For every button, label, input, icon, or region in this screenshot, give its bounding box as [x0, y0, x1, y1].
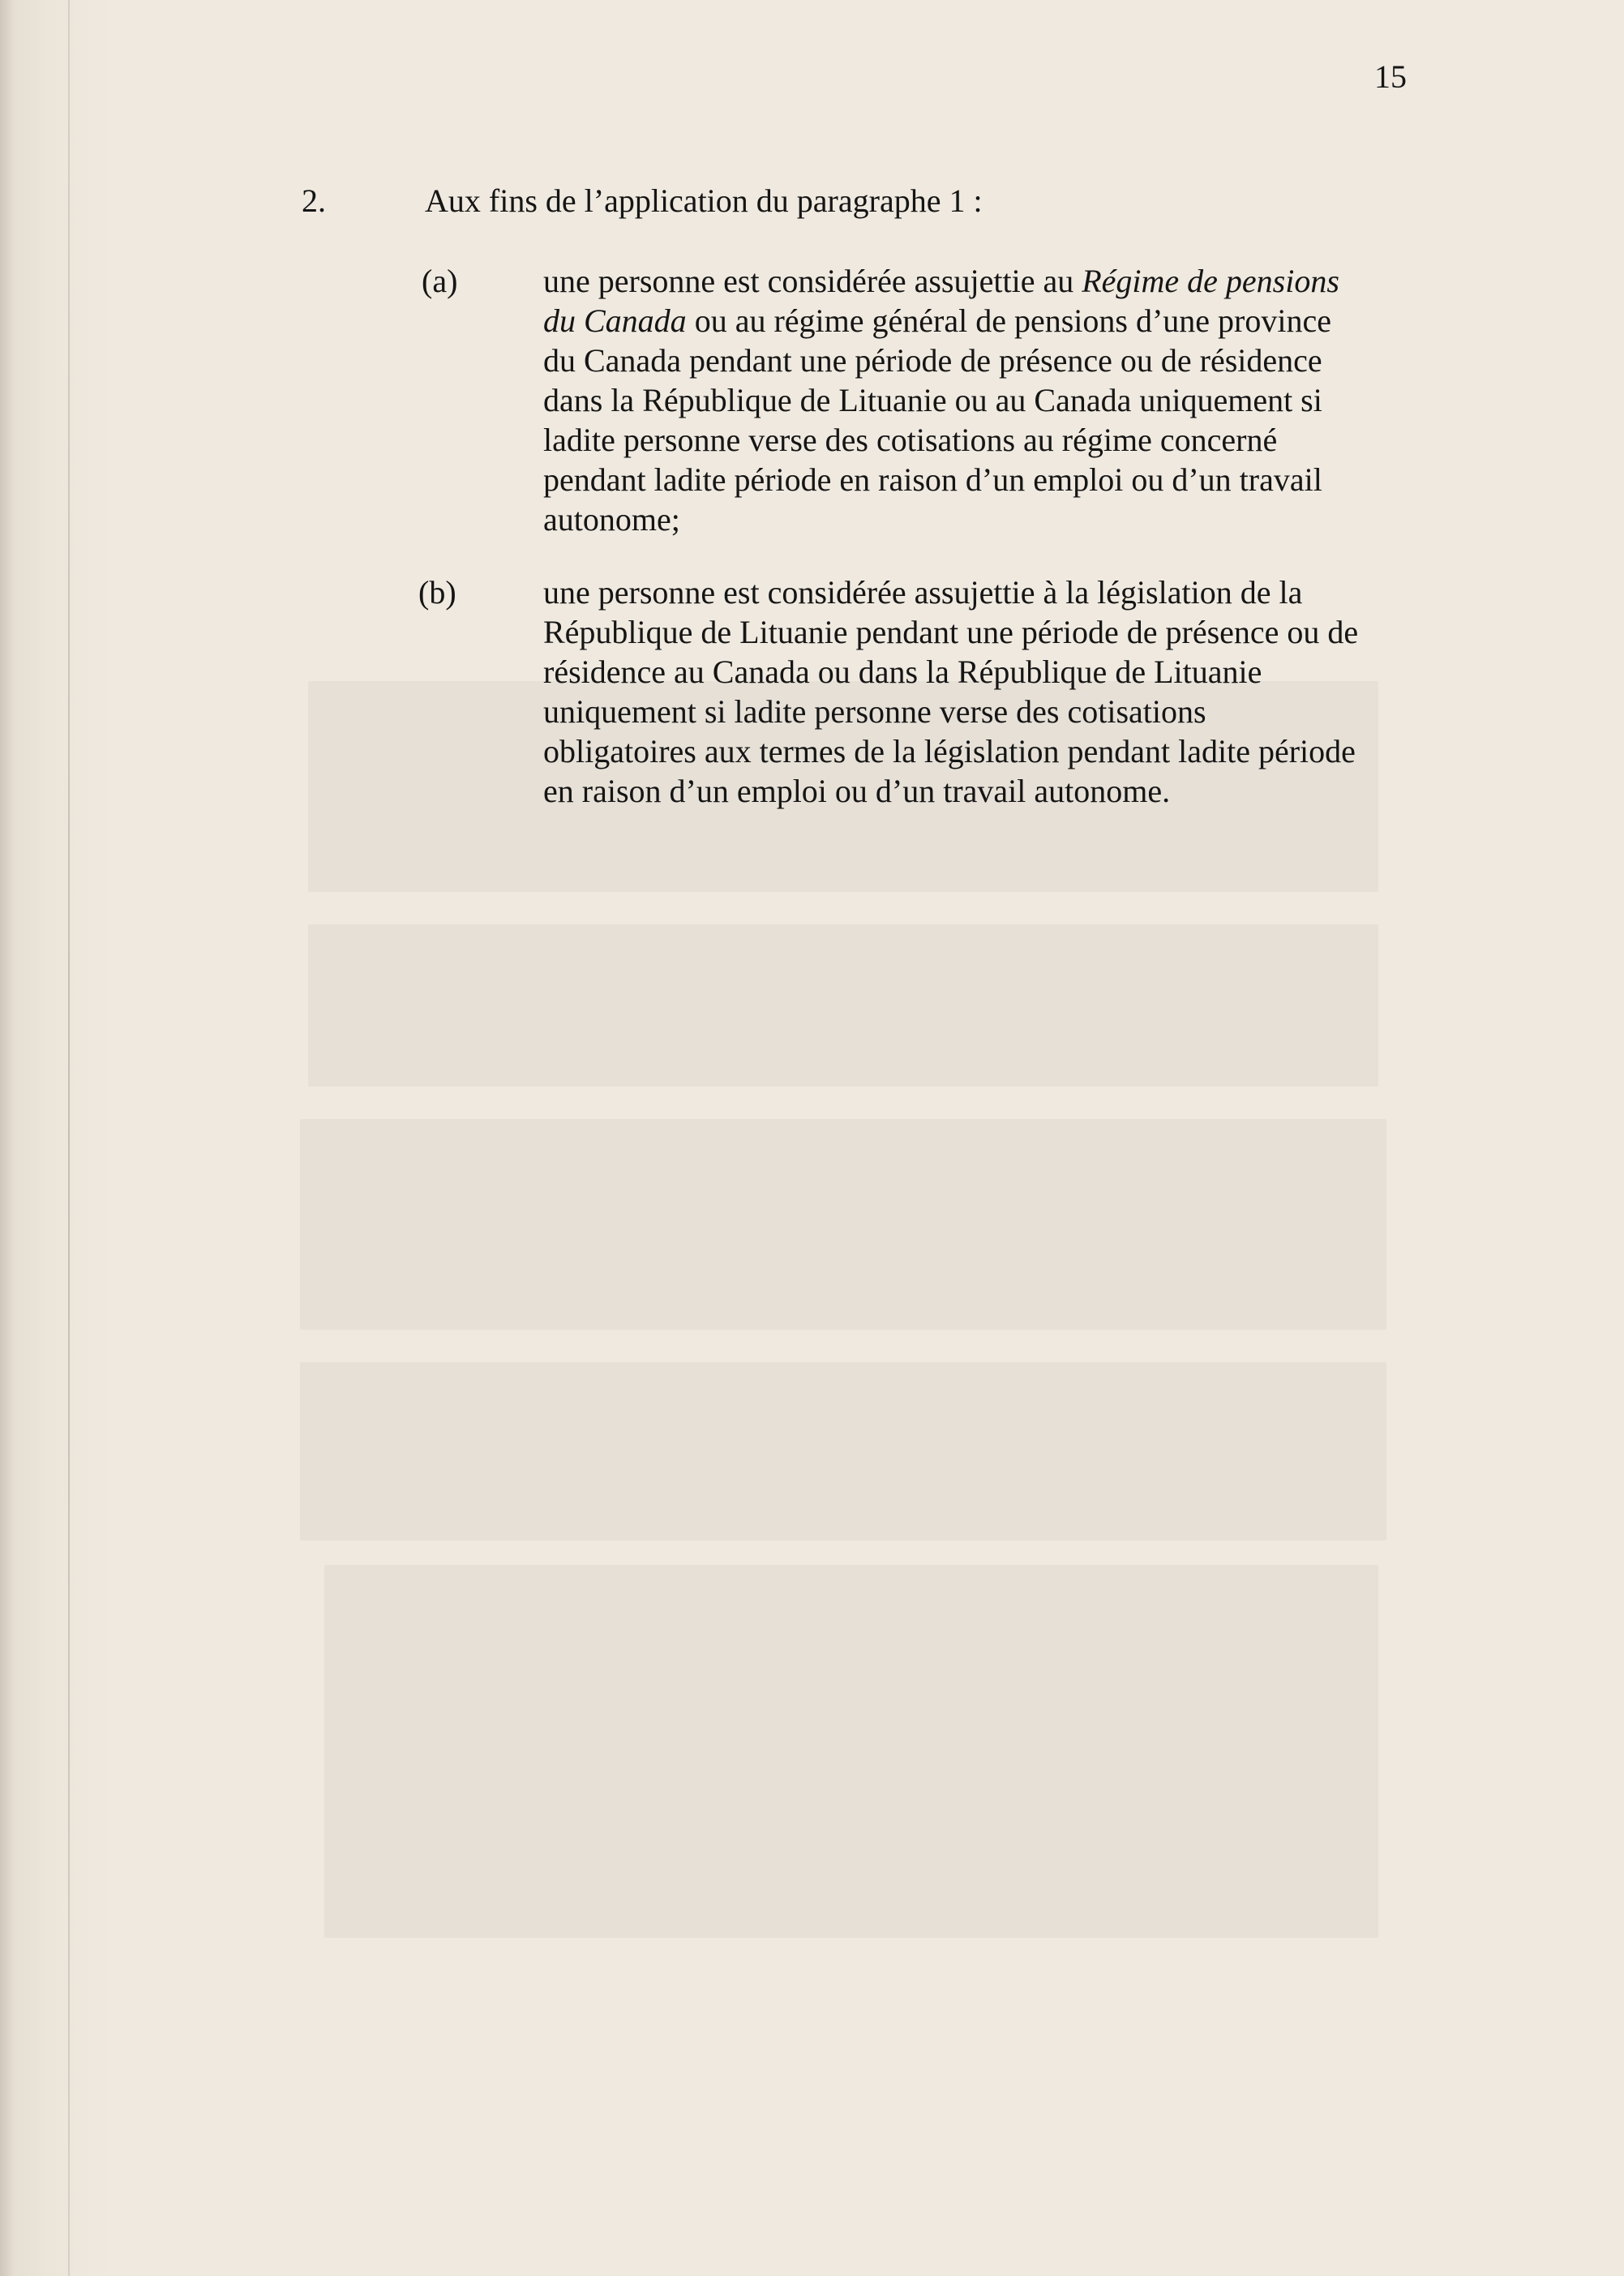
italic-title: Régime de pensions: [1082, 263, 1339, 299]
item-b-label: (b): [418, 574, 456, 611]
show-through-shadow: [308, 924, 1378, 1087]
item-b-line-3: résidence au Canada ou dans la République de Lituanie: [543, 654, 1262, 690]
item-a-line-1: une personne est considérée assujettie au Régime de pensions: [543, 263, 1339, 299]
item-b-line-1: une personne est considérée assujettie à la législation de la: [543, 574, 1303, 611]
item-b-line-4: uniquement si ladite personne verse des cotisations: [543, 693, 1206, 730]
show-through-shadow: [300, 1119, 1386, 1330]
item-a-line-2: du Canada ou au régime général de pensions d’une province: [543, 302, 1331, 339]
item-a-line-4: dans la République de Lituanie ou au Canada uniquement si: [543, 382, 1322, 418]
show-through-shadow: [324, 1565, 1378, 1938]
paragraph-intro: Aux fins de l’application du paragraphe 1 :: [425, 182, 983, 219]
item-a-label: (a): [422, 263, 458, 299]
item-b-line-6: en raison d’un emploi ou d’un travail autonome.: [543, 773, 1171, 809]
item-a-text: [543, 261, 1419, 539]
item-b-line-5: obligatoires aux termes de la législation pendant ladite période: [543, 733, 1356, 769]
page-number: 15: [1374, 58, 1407, 95]
paragraph-number: 2.: [302, 182, 326, 219]
item-b-text: [543, 572, 1419, 811]
show-through-shadow: [300, 1362, 1386, 1541]
item-a-line-3: du Canada pendant une période de présence ou de résidence: [543, 342, 1322, 379]
item-a-line-6: pendant ladite période en raison d’un emploi ou d’un travail: [543, 461, 1322, 498]
item-a-line-7: autonome;: [543, 501, 680, 538]
item-b-line-2: République de Lituanie pendant une période de présence ou de: [543, 614, 1359, 650]
italic-title: du Canada: [543, 302, 687, 339]
item-a-line-5: ladite personne verse des cotisations au régime concerné: [543, 422, 1278, 458]
binding-edge: [68, 0, 70, 2276]
